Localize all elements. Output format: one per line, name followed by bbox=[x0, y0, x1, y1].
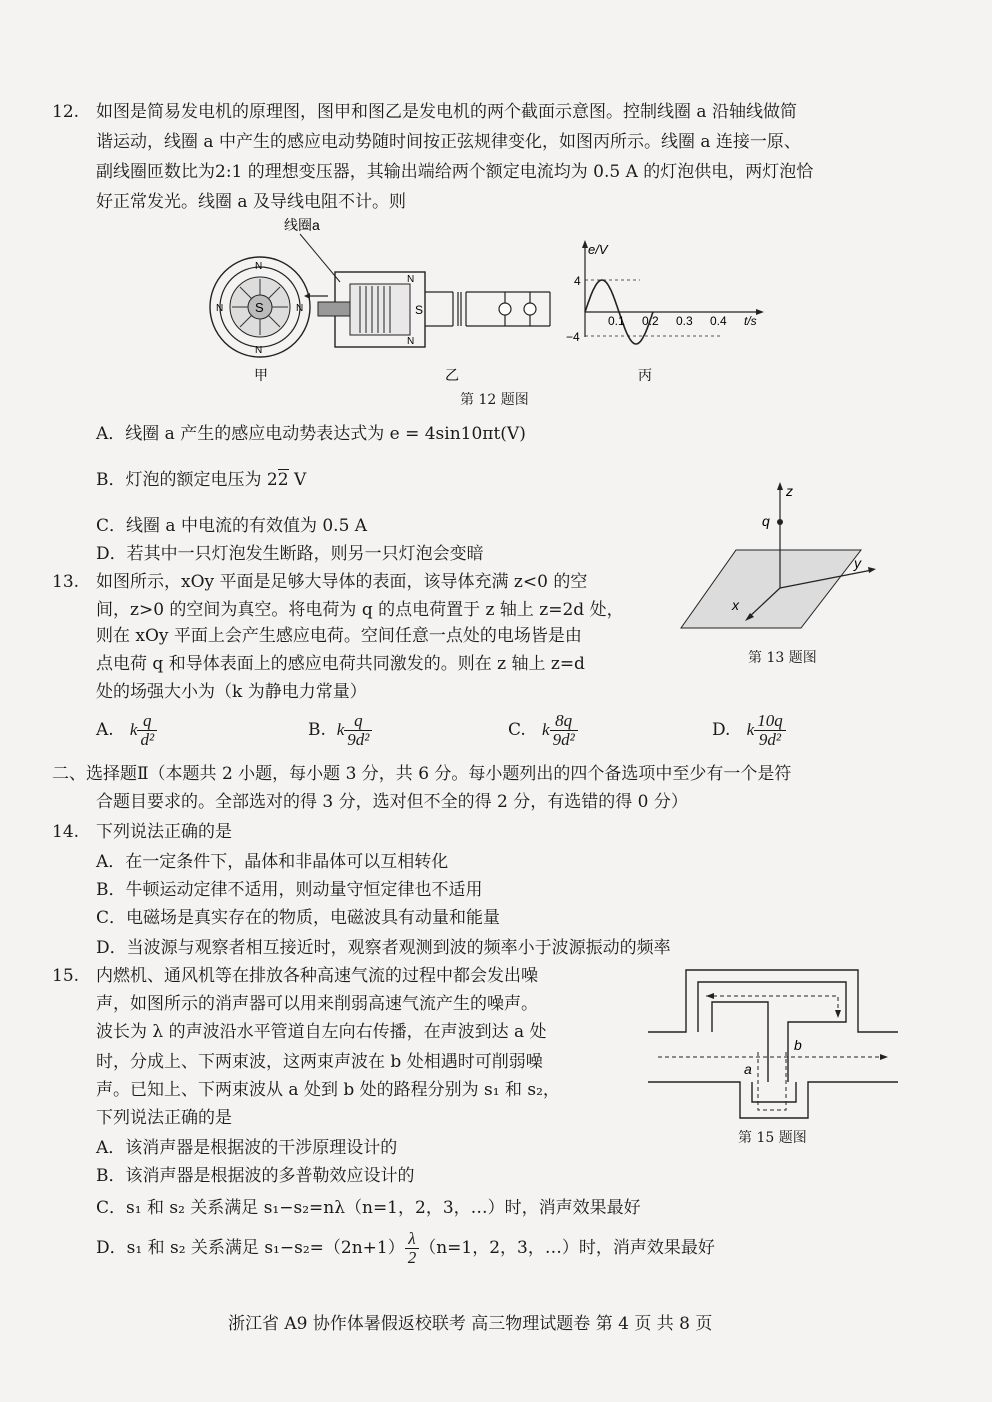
q12-graph-xtick-2: 0.2 bbox=[642, 314, 659, 328]
q12-magnet-n-right: N bbox=[296, 303, 304, 314]
q13-stem-line5: 处的场强大小为（k 为静电力常量） bbox=[96, 682, 367, 702]
q13-option-a-k: k bbox=[129, 720, 138, 739]
q12-option-d: D．若其中一只灯泡发生断路，则另一只灯泡会变暗 bbox=[96, 544, 484, 564]
q12-graph-ylabel: e/V bbox=[588, 242, 608, 257]
q12-stem-line1: 如图是简易发电机的原理图，图甲和图乙是发电机的两个截面示意图。控制线圈 a 沿轴线做简 bbox=[96, 102, 797, 122]
q15-stem-line1: 内燃机、通风机等在排放各种高速气流的过程中都会发出噪 bbox=[96, 966, 538, 986]
q15-option-b: B．该消声器是根据波的多普勒效应设计的 bbox=[96, 1166, 415, 1186]
section2-heading-line1: 二、选择题Ⅱ（本题共 2 小题，每小题 3 分，共 6 分。每小题列出的四个备选项中至少有一个是符 bbox=[52, 764, 792, 784]
q12-label-bing: 丙 bbox=[638, 367, 652, 383]
q12-option-c: C．线圈 a 中电流的有效值为 0.5 A bbox=[96, 516, 368, 536]
q12-stem-line4: 好正常发光。线圈 a 及导线电阻不计。则 bbox=[96, 192, 406, 212]
q12-bulb-2 bbox=[524, 303, 536, 315]
q15-muffler-figure bbox=[648, 962, 908, 1122]
q15-option-c: C．s₁ 和 s₂ 关系满足 s₁−s₂=nλ（n=1，2，3，…）时，消声效果最好 bbox=[96, 1198, 641, 1218]
q12-graph-xlabel: t/s bbox=[744, 314, 757, 328]
q13-stem-line2: 间，z>0 的空间为真空。将电荷为 q 的点电荷置于 z 轴上 z=2d 处， bbox=[96, 600, 624, 620]
q12-yi-magnet-s: S bbox=[415, 303, 424, 317]
q12-magnet-n-left: N bbox=[216, 303, 224, 314]
q13-option-b-label: B. bbox=[308, 720, 326, 740]
section2-heading-line2: 合题目要求的。全部选对的得 3 分，选对但不全的得 2 分，有选错的得 0 分） bbox=[96, 792, 688, 812]
q15-stem-line5: 声。已知上、下两束波从 a 处到 b 处的路程分别为 s₁ 和 s₂， bbox=[96, 1080, 560, 1100]
q12-cross-section-jia bbox=[210, 257, 310, 357]
q14-option-b: B．牛顿运动定律不适用，则动量守恒定律也不适用 bbox=[96, 880, 483, 900]
q12-graph-xtick-4: 0.4 bbox=[710, 314, 727, 328]
q13-option-c bbox=[508, 708, 578, 752]
q12-yi-magnet-n-bottom: N bbox=[407, 336, 415, 347]
q12-option-a: A．线圈 a 产生的感应电动势表达式为 e = 4sin10πt(V) bbox=[96, 424, 526, 444]
q13-option-d-label: D. bbox=[712, 720, 731, 740]
q13-axis-z: z bbox=[786, 483, 793, 499]
q12-graph-ytick-neg: −4 bbox=[566, 330, 580, 344]
q14-option-c: C．电磁场是真实存在的物质，电磁波具有动量和能量 bbox=[96, 908, 501, 928]
q13-option-b bbox=[308, 708, 372, 752]
q14-option-a: A．在一定条件下，晶体和非晶体可以互相转化 bbox=[96, 852, 449, 872]
q13-option-c-k: k bbox=[542, 720, 550, 739]
q15-stem-line3: 波长为 λ 的声波沿水平管道自左向右传播，在声波到达 a 处 bbox=[96, 1022, 547, 1042]
page-footer: 浙江省 A9 协作体暑假返校联考 高三物理试题卷 第 4 页 共 8 页 bbox=[228, 1314, 713, 1334]
q15-option-d-text: D．s₁ 和 s₂ 关系满足 s₁−s₂=（2n+1） bbox=[96, 1238, 405, 1258]
q12-label-jia: 甲 bbox=[254, 367, 268, 383]
q12-option-b-unit: V bbox=[288, 470, 307, 490]
q14-option-d: D．当波源与观察者相互接近时，观察者观测到波的频率小于波源振动的频率 bbox=[96, 938, 671, 958]
q13-figure bbox=[676, 478, 896, 638]
q12-option-b-root: 2 bbox=[277, 470, 289, 490]
q12-graph-xtick-3: 0.3 bbox=[676, 314, 693, 328]
q13-option-a bbox=[96, 708, 157, 752]
q15-stem-line4: 时，分成上、下两束波，这两束声波在 b 处相遇时可削弱噪 bbox=[96, 1052, 543, 1072]
q15-point-a: a bbox=[744, 1061, 752, 1077]
q12-option-b bbox=[96, 468, 306, 492]
q15-stem-line2: 声，如图所示的消声器可以用来削弱高速气流产生的噪声。 bbox=[96, 994, 538, 1014]
q13-number: 13. bbox=[52, 572, 80, 592]
q15-option-d bbox=[96, 1224, 715, 1272]
q13-option-d-den: 9d² bbox=[758, 730, 781, 749]
q13-option-b-num: q bbox=[344, 712, 372, 731]
q12-cross-section-yi bbox=[304, 272, 550, 347]
q12-bulb-1 bbox=[499, 303, 511, 315]
q13-option-b-k: k bbox=[336, 720, 345, 739]
q15-option-a: A．该消声器是根据波的干涉原理设计的 bbox=[96, 1138, 398, 1158]
q13-figure-caption: 第 13 题图 bbox=[748, 650, 817, 666]
q13-option-c-label: C. bbox=[508, 720, 526, 740]
q12-magnet-n-top: N bbox=[255, 261, 263, 272]
q14-number: 14. bbox=[52, 822, 80, 842]
q15-number: 15. bbox=[52, 966, 80, 986]
q14-stem: 下列说法正确的是 bbox=[96, 822, 232, 842]
q12-option-b-text: B．灯泡的额定电压为 2 bbox=[96, 470, 278, 490]
q13-option-a-num: q bbox=[137, 712, 157, 731]
q15-option-d-tail: （n=1，2，3，…）时，消声效果最好 bbox=[419, 1238, 715, 1258]
q13-option-b-den: 9d² bbox=[347, 730, 370, 749]
q13-option-d-k: k bbox=[746, 720, 755, 739]
q15-option-d-den: 2 bbox=[407, 1248, 417, 1267]
q13-option-c-den: 9d² bbox=[552, 730, 575, 749]
q12-stem-line3: 副线圈匝数比为2:1 的理想变压器，其输出端给两个额定电流均为 0.5 A 的灯泡供电，两灯泡恰 bbox=[96, 162, 814, 182]
q12-generator-figure bbox=[200, 212, 800, 412]
q15-figure-caption: 第 15 题图 bbox=[738, 1130, 807, 1146]
q13-stem-line1: 如图所示，xOy 平面是足够大导体的表面，该导体充满 z<0 的空 bbox=[96, 572, 588, 592]
q13-axis-x: x bbox=[732, 597, 739, 613]
q12-figure-caption: 第 12 题图 bbox=[460, 392, 529, 408]
q13-axis-y: y bbox=[854, 555, 861, 571]
q12-emf-graph bbox=[566, 240, 764, 344]
q12-coil-label: 线圈a bbox=[284, 217, 320, 233]
q12-magnet-n-bottom: N bbox=[255, 345, 263, 356]
q13-charge-label: q bbox=[762, 513, 770, 529]
q12-number: 12. bbox=[52, 102, 80, 122]
q13-stem-line3: 则在 xOy 平面上会产生感应电荷。空间任意一点处的电场皆是由 bbox=[96, 626, 582, 646]
q13-option-c-num: 8q bbox=[550, 712, 578, 731]
q15-point-b: b bbox=[794, 1037, 802, 1053]
q13-point-charge bbox=[777, 519, 783, 525]
q12-yi-magnet-n-top: N bbox=[407, 274, 415, 285]
q12-magnet-s: S bbox=[255, 300, 264, 315]
q12-graph-xtick-1: 0.1 bbox=[608, 314, 625, 328]
q12-graph-ytick-pos: 4 bbox=[574, 274, 581, 288]
q12-stem-line2: 谐运动，线圈 a 中产生的感应电动势随时间按正弦规律变化，如图丙所示。线圈 a 连接一原、 bbox=[96, 132, 801, 152]
q13-stem-line4: 点电荷 q 和导体表面上的感应电荷共同激发的。则在 z 轴上 z=d bbox=[96, 654, 585, 674]
q13-option-a-label: A. bbox=[96, 720, 114, 740]
q13-option-a-den: d² bbox=[140, 730, 155, 749]
q15-stem-line6: 下列说法正确的是 bbox=[96, 1108, 232, 1128]
q13-option-d-num: 10q bbox=[754, 712, 786, 731]
q12-label-yi: 乙 bbox=[445, 367, 459, 383]
q15-option-d-num: λ bbox=[405, 1230, 420, 1249]
q13-option-d bbox=[712, 708, 786, 752]
